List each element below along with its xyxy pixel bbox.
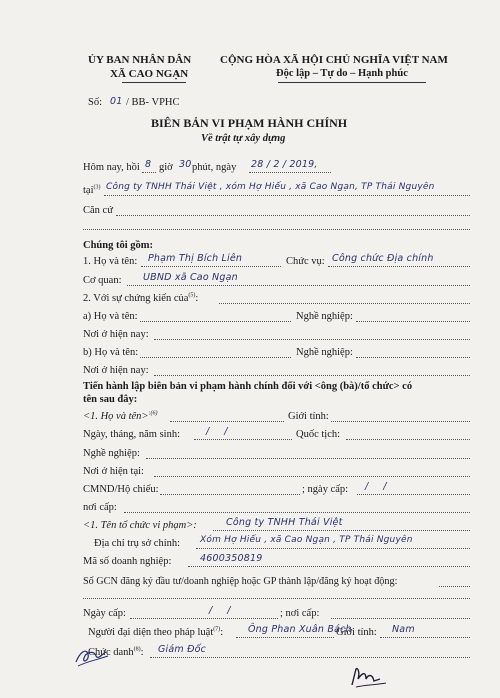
doc-number-value: 01: [110, 96, 123, 107]
org-value: Công ty TNHH Thái Việt: [226, 517, 343, 528]
officer-agency-value: UBND xã Cao Ngạn: [143, 272, 238, 283]
issue-date-value: / /: [365, 481, 393, 492]
witness-b-job-line: [356, 357, 470, 358]
person-job-line: [146, 458, 470, 459]
license-label: Số GCN đăng ký đầu tư/doanh nghiệp hoặc GP thành lập/đăng ký hoạt động:: [83, 576, 398, 587]
officers-heading: Chúng tôi gồm:: [83, 240, 154, 251]
place-value: Công ty TNHH Thái Việt , xóm Hợ Hiếu , xã Cao Ngạn, TP Thái Nguyên: [106, 182, 435, 192]
document-subtitle: Về trật tự xây dựng: [201, 133, 286, 144]
witness-b-line: [140, 357, 291, 358]
motto-underline: [278, 82, 426, 83]
witness-line: [219, 303, 470, 304]
enterprise-label: Mã số doanh nghiệp:: [83, 556, 172, 567]
id-line: [160, 494, 300, 495]
rep-gender-label: Giới tính:: [336, 627, 377, 638]
license-line: [439, 586, 470, 587]
witness-a-job-label: Nghề nghiệp:: [296, 311, 353, 322]
minute-value: 30: [179, 159, 192, 170]
title-label: Chức danh$^{(8)}$:: [88, 646, 144, 658]
basis-label: Căn cứ: [83, 205, 113, 216]
document-title: BIÊN BẢN VI PHẠM HÀNH CHÍNH: [151, 116, 348, 130]
rep-gender-line: [380, 637, 470, 638]
person-name-line: [170, 421, 284, 422]
nation-motto: Độc lập – Tự do – Hạnh phúc: [276, 68, 408, 79]
basis-line: [116, 215, 470, 216]
hour-label: giờ: [159, 162, 173, 173]
person-gender-label: Giới tính:: [288, 411, 329, 422]
license-line-2: [83, 598, 470, 599]
id-label: CMND/Hộ chiếu:: [83, 484, 159, 495]
commune-underline: [122, 82, 186, 83]
address-label: Địa chỉ trụ sở chính:: [94, 538, 181, 549]
today-label: Hôm nay, hồi: [83, 162, 140, 173]
nation-name: CỘNG HÒA XÃ HỘI CHỦ NGHĨA VIỆT NAM: [220, 54, 448, 66]
witness-label: 2. Với sự chứng kiến của$^{(5)}$:: [83, 292, 199, 304]
address-value: Xóm Hợ Hiếu , xã Cao Ngạn , TP Thái Nguyên: [200, 535, 413, 545]
rep-label: Người đại diện theo pháp luật$^{(7)}$:: [88, 626, 224, 638]
place-line: [104, 195, 470, 196]
issue-place-line: [124, 512, 470, 513]
place-label: tại$^{(3)}$: [83, 184, 101, 196]
minute-label: phút, ngày: [192, 162, 237, 173]
issue-date-label: ; ngày cấp:: [302, 484, 349, 495]
org-label: <1. Tên tổ chức vi phạm>:: [83, 520, 197, 531]
doc-number-suffix: / BB- VPHC: [126, 97, 180, 108]
witness-b-label: b) Họ và tên:: [83, 347, 139, 358]
signature-left: [72, 640, 112, 670]
address-line: [196, 548, 470, 549]
person-job-label: Nghề nghiệp:: [83, 448, 140, 459]
officer-name-line: [141, 266, 281, 267]
witness-a-label: a) Họ và tên:: [83, 311, 138, 322]
witness-b-residence-line: [154, 375, 470, 376]
org-line: [213, 530, 470, 531]
date-issued-value: / /: [209, 605, 237, 616]
doc-number-prefix: Số:: [88, 97, 103, 108]
violator-heading-2: tên sau đây:: [83, 394, 138, 405]
enterprise-value: 4600350819: [200, 553, 263, 564]
officer-position-value: Công chức Địa chính: [332, 253, 434, 264]
person-name-label: <1. Họ và tên>$^{:(6)}$: [83, 410, 158, 422]
witness-a-line: [140, 321, 291, 322]
date-line: [249, 172, 331, 173]
date-issued-line: [130, 618, 278, 619]
place-issued-line: [331, 618, 470, 619]
person-gender-line: [331, 421, 470, 422]
commune-name: XÃ CAO NGẠN: [110, 68, 189, 80]
hour-value: 8: [145, 159, 152, 170]
issue-date-line: [357, 494, 470, 495]
enterprise-line: [188, 566, 470, 567]
rep-gender-value: Nam: [392, 624, 415, 635]
org-name: ỦY BAN NHÂN DÂN: [88, 54, 192, 66]
dob-value: / /: [206, 426, 234, 437]
violator-heading: Tiến hành lập biên bản vi phạm hành chính đối với <ông (bà)/tổ chức> có: [83, 381, 413, 392]
nationality-line: [346, 439, 470, 440]
hour-line: [142, 172, 156, 173]
officer-position-label: Chức vụ:: [286, 256, 325, 267]
dob-line: [194, 439, 292, 440]
officer-agency-line: [127, 285, 470, 286]
officer-name-value: Phạm Thị Bích Liên: [148, 253, 243, 264]
issue-place-label: nơi cấp:: [83, 502, 117, 513]
person-residence-line: [154, 476, 470, 477]
witness-b-job-label: Nghề nghiệp:: [296, 347, 353, 358]
officer-agency-label: Cơ quan:: [83, 275, 122, 286]
rep-value: Ông Phan Xuân Bách: [248, 624, 352, 635]
officer-name-label: 1. Họ và tên:: [83, 256, 138, 267]
dob-label: Ngày, tháng, năm sinh:: [83, 429, 181, 440]
officer-position-line: [328, 266, 470, 267]
nationality-label: Quốc tịch:: [296, 429, 341, 440]
witness-a-job-line: [356, 321, 470, 322]
place-issued-label: ; nơi cấp:: [280, 608, 320, 619]
person-residence-label: Nơi ở hiện tại:: [83, 466, 144, 477]
title-line: [150, 657, 470, 658]
witness-b-residence-label: Nơi ở hiện nay:: [83, 365, 149, 376]
title-value: Giám Đốc: [158, 644, 207, 655]
date-issued-label: Ngày cấp:: [83, 608, 126, 619]
witness-a-residence-label: Nơi ở hiện nay:: [83, 329, 149, 340]
date-value: 28 / 2 / 2019,: [251, 159, 318, 170]
basis-line-2: [83, 229, 470, 230]
signature-right: [346, 665, 396, 691]
witness-a-residence-line: [154, 339, 470, 340]
rep-line: [236, 637, 334, 638]
